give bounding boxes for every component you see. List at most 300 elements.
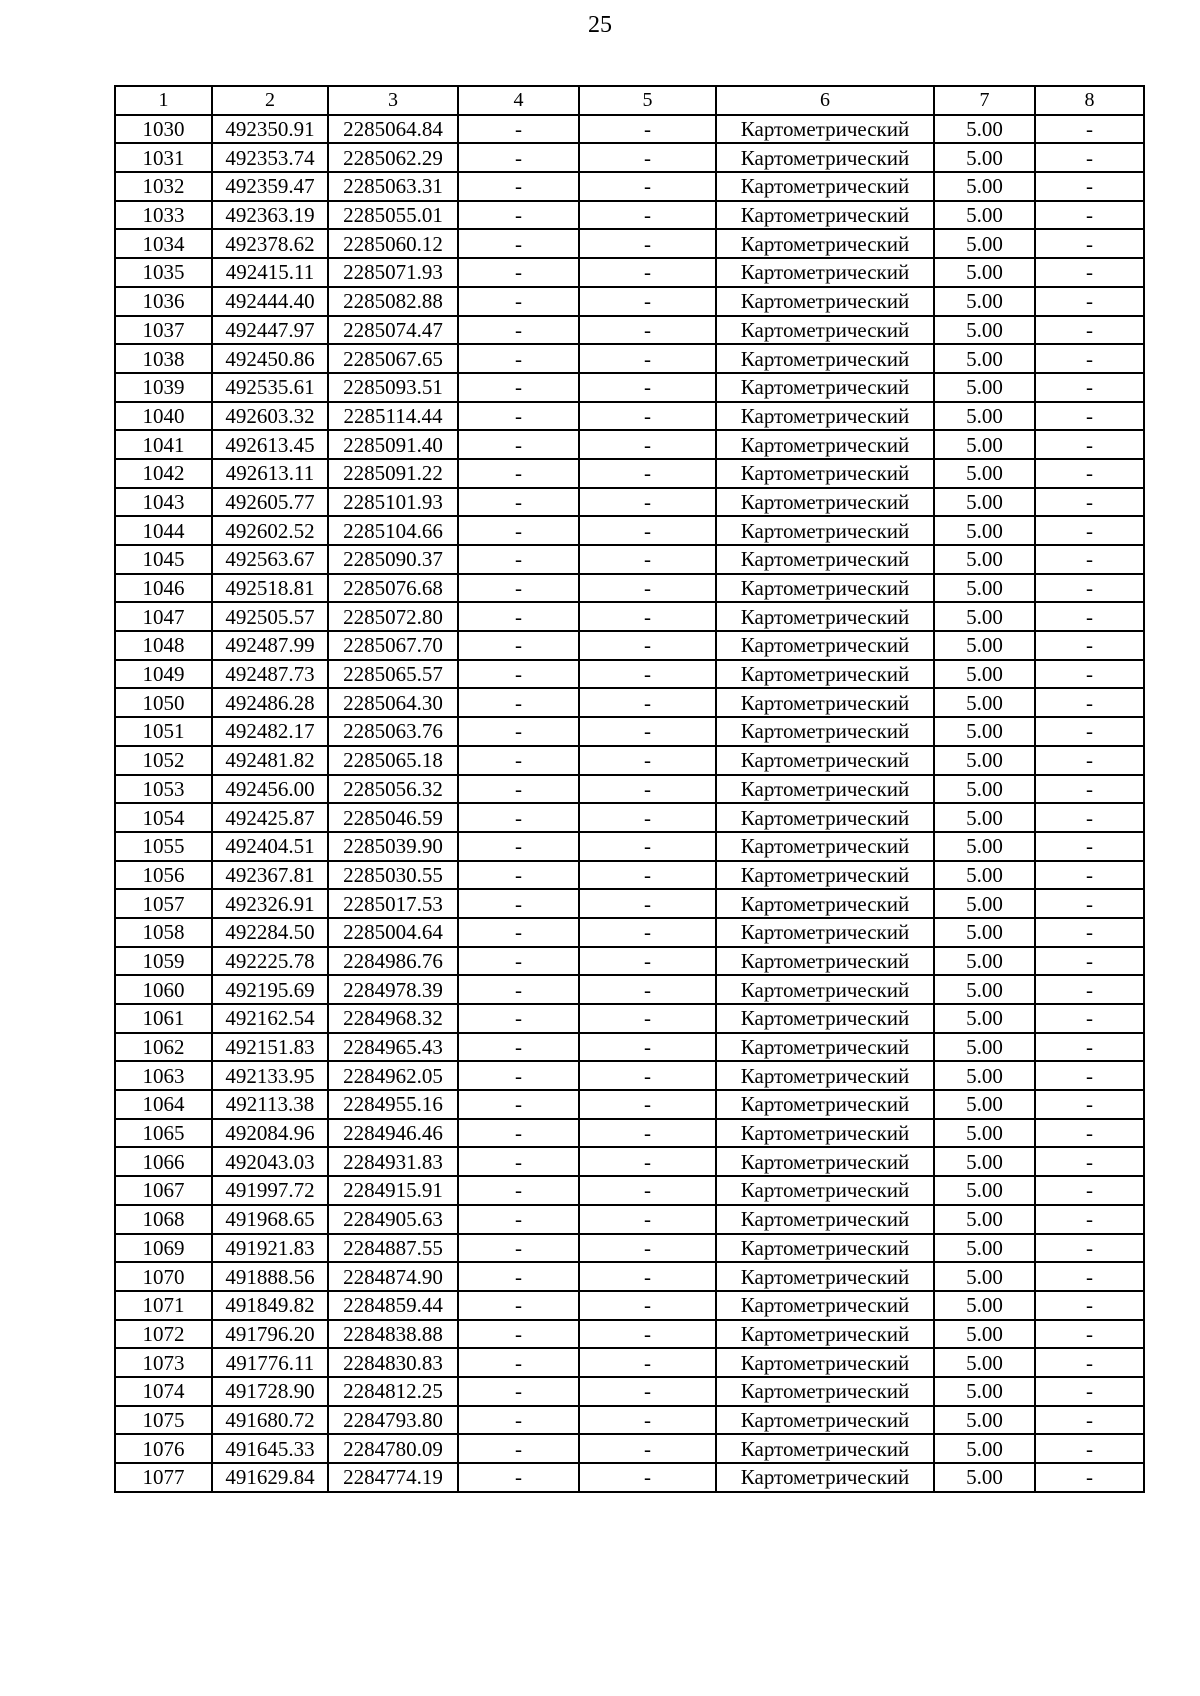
accuracy-cell: 5.00 <box>934 430 1035 459</box>
y-coordinate-cell: 2285072.80 <box>328 602 458 631</box>
table-row <box>115 1234 1144 1263</box>
table-row <box>115 574 1144 603</box>
point-number-cell: 1077 <box>115 1463 212 1492</box>
col-8-value-cell: - <box>1035 1463 1144 1492</box>
y-coordinate-cell: 2285090.37 <box>328 545 458 574</box>
x-coordinate-cell: 491645.33 <box>212 1434 328 1463</box>
method-cell: Картометрический <box>716 775 934 804</box>
col-5-value-cell: - <box>579 832 716 861</box>
method-cell: Картометрический <box>716 143 934 172</box>
y-coordinate-cell: 2284986.76 <box>328 947 458 976</box>
x-coordinate-cell: 492518.81 <box>212 574 328 603</box>
column-header-6: 6 <box>716 86 934 115</box>
y-coordinate-cell: 2285074.47 <box>328 316 458 345</box>
accuracy-cell: 5.00 <box>934 688 1035 717</box>
x-coordinate-cell: 491921.83 <box>212 1234 328 1263</box>
point-number-cell: 1071 <box>115 1291 212 1320</box>
y-coordinate-cell: 2285067.65 <box>328 344 458 373</box>
point-number-cell: 1064 <box>115 1090 212 1119</box>
x-coordinate-cell: 492447.97 <box>212 316 328 345</box>
point-number-cell: 1068 <box>115 1205 212 1234</box>
col-4-value-cell: - <box>458 918 579 947</box>
table-row <box>115 115 1144 144</box>
point-number-cell: 1049 <box>115 660 212 689</box>
col-5-value-cell: - <box>579 775 716 804</box>
table-row <box>115 229 1144 258</box>
col-8-value-cell: - <box>1035 975 1144 1004</box>
col-8-value-cell: - <box>1035 688 1144 717</box>
point-number-cell: 1033 <box>115 201 212 230</box>
x-coordinate-cell: 492353.74 <box>212 143 328 172</box>
col-8-value-cell: - <box>1035 516 1144 545</box>
accuracy-cell: 5.00 <box>934 143 1035 172</box>
col-5-value-cell: - <box>579 1061 716 1090</box>
x-coordinate-cell: 492613.45 <box>212 430 328 459</box>
col-5-value-cell: - <box>579 1320 716 1349</box>
col-5-value-cell: - <box>579 1205 716 1234</box>
point-number-cell: 1046 <box>115 574 212 603</box>
col-4-value-cell: - <box>458 1377 579 1406</box>
x-coordinate-cell: 492367.81 <box>212 861 328 890</box>
col-5-value-cell: - <box>579 574 716 603</box>
method-cell: Картометрический <box>716 1090 934 1119</box>
method-cell: Картометрический <box>716 947 934 976</box>
col-5-value-cell: - <box>579 516 716 545</box>
table-row <box>115 746 1144 775</box>
point-number-cell: 1076 <box>115 1434 212 1463</box>
table-row <box>115 832 1144 861</box>
method-cell: Картометрический <box>716 746 934 775</box>
col-8-value-cell: - <box>1035 143 1144 172</box>
col-8-value-cell: - <box>1035 430 1144 459</box>
col-8-value-cell: - <box>1035 1377 1144 1406</box>
point-number-cell: 1041 <box>115 430 212 459</box>
col-4-value-cell: - <box>458 775 579 804</box>
point-number-cell: 1065 <box>115 1119 212 1148</box>
col-4-value-cell: - <box>458 1176 579 1205</box>
y-coordinate-cell: 2284812.25 <box>328 1377 458 1406</box>
table-row <box>115 172 1144 201</box>
table-row <box>115 803 1144 832</box>
x-coordinate-cell: 491849.82 <box>212 1291 328 1320</box>
x-coordinate-cell: 492043.03 <box>212 1147 328 1176</box>
y-coordinate-cell: 2285062.29 <box>328 143 458 172</box>
x-coordinate-cell: 492487.99 <box>212 631 328 660</box>
col-4-value-cell: - <box>458 344 579 373</box>
x-coordinate-cell: 492113.38 <box>212 1090 328 1119</box>
accuracy-cell: 5.00 <box>934 746 1035 775</box>
column-header-5: 5 <box>579 86 716 115</box>
y-coordinate-cell: 2285076.68 <box>328 574 458 603</box>
point-number-cell: 1036 <box>115 287 212 316</box>
accuracy-cell: 5.00 <box>934 803 1035 832</box>
x-coordinate-cell: 492486.28 <box>212 688 328 717</box>
table-row <box>115 889 1144 918</box>
x-coordinate-cell: 492363.19 <box>212 201 328 230</box>
y-coordinate-cell: 2285114.44 <box>328 402 458 431</box>
x-coordinate-cell: 491968.65 <box>212 1205 328 1234</box>
col-4-value-cell: - <box>458 1463 579 1492</box>
accuracy-cell: 5.00 <box>934 1147 1035 1176</box>
method-cell: Картометрический <box>716 258 934 287</box>
point-number-cell: 1051 <box>115 717 212 746</box>
method-cell: Картометрический <box>716 975 934 1004</box>
point-number-cell: 1035 <box>115 258 212 287</box>
table-row <box>115 918 1144 947</box>
x-coordinate-cell: 492505.57 <box>212 602 328 631</box>
col-5-value-cell: - <box>579 1463 716 1492</box>
col-4-value-cell: - <box>458 975 579 1004</box>
accuracy-cell: 5.00 <box>934 1033 1035 1062</box>
y-coordinate-cell: 2285039.90 <box>328 832 458 861</box>
col-4-value-cell: - <box>458 717 579 746</box>
method-cell: Картометрический <box>716 344 934 373</box>
col-8-value-cell: - <box>1035 574 1144 603</box>
col-8-value-cell: - <box>1035 287 1144 316</box>
col-5-value-cell: - <box>579 803 716 832</box>
x-coordinate-cell: 492162.54 <box>212 1004 328 1033</box>
y-coordinate-cell: 2285055.01 <box>328 201 458 230</box>
col-4-value-cell: - <box>458 660 579 689</box>
method-cell: Картометрический <box>716 1205 934 1234</box>
table-row <box>115 1205 1144 1234</box>
col-5-value-cell: - <box>579 1348 716 1377</box>
accuracy-cell: 5.00 <box>934 918 1035 947</box>
x-coordinate-cell: 492326.91 <box>212 889 328 918</box>
col-4-value-cell: - <box>458 516 579 545</box>
method-cell: Картометрический <box>716 1033 934 1062</box>
accuracy-cell: 5.00 <box>934 1406 1035 1435</box>
accuracy-cell: 5.00 <box>934 1434 1035 1463</box>
method-cell: Картометрический <box>716 229 934 258</box>
table-row <box>115 430 1144 459</box>
y-coordinate-cell: 2285060.12 <box>328 229 458 258</box>
accuracy-cell: 5.00 <box>934 889 1035 918</box>
col-4-value-cell: - <box>458 1147 579 1176</box>
y-coordinate-cell: 2284915.91 <box>328 1176 458 1205</box>
method-cell: Картометрический <box>716 688 934 717</box>
x-coordinate-cell: 492359.47 <box>212 172 328 201</box>
col-8-value-cell: - <box>1035 861 1144 890</box>
y-coordinate-cell: 2284968.32 <box>328 1004 458 1033</box>
col-8-value-cell: - <box>1035 115 1144 144</box>
col-8-value-cell: - <box>1035 459 1144 488</box>
method-cell: Картометрический <box>716 602 934 631</box>
point-number-cell: 1056 <box>115 861 212 890</box>
col-5-value-cell: - <box>579 258 716 287</box>
table-row <box>115 947 1144 976</box>
col-4-value-cell: - <box>458 287 579 316</box>
col-8-value-cell: - <box>1035 717 1144 746</box>
col-5-value-cell: - <box>579 316 716 345</box>
accuracy-cell: 5.00 <box>934 1205 1035 1234</box>
method-cell: Картометрический <box>716 918 934 947</box>
point-number-cell: 1066 <box>115 1147 212 1176</box>
method-cell: Картометрический <box>716 1262 934 1291</box>
point-number-cell: 1034 <box>115 229 212 258</box>
method-cell: Картометрический <box>716 660 934 689</box>
accuracy-cell: 5.00 <box>934 1377 1035 1406</box>
accuracy-cell: 5.00 <box>934 488 1035 517</box>
table-row <box>115 775 1144 804</box>
col-8-value-cell: - <box>1035 1205 1144 1234</box>
col-5-value-cell: - <box>579 660 716 689</box>
point-number-cell: 1031 <box>115 143 212 172</box>
table-row <box>115 1061 1144 1090</box>
col-4-value-cell: - <box>458 947 579 976</box>
col-5-value-cell: - <box>579 1176 716 1205</box>
col-4-value-cell: - <box>458 1406 579 1435</box>
method-cell: Картометрический <box>716 1061 934 1090</box>
x-coordinate-cell: 492563.67 <box>212 545 328 574</box>
col-4-value-cell: - <box>458 430 579 459</box>
y-coordinate-cell: 2284874.90 <box>328 1262 458 1291</box>
col-4-value-cell: - <box>458 201 579 230</box>
table-row <box>115 602 1144 631</box>
col-4-value-cell: - <box>458 172 579 201</box>
col-4-value-cell: - <box>458 1320 579 1349</box>
accuracy-cell: 5.00 <box>934 947 1035 976</box>
accuracy-cell: 5.00 <box>934 1463 1035 1492</box>
y-coordinate-cell: 2285065.57 <box>328 660 458 689</box>
method-cell: Картометрический <box>716 1406 934 1435</box>
method-cell: Картометрический <box>716 545 934 574</box>
col-5-value-cell: - <box>579 344 716 373</box>
col-4-value-cell: - <box>458 1291 579 1320</box>
col-5-value-cell: - <box>579 746 716 775</box>
method-cell: Картометрический <box>716 1176 934 1205</box>
accuracy-cell: 5.00 <box>934 344 1035 373</box>
point-number-cell: 1060 <box>115 975 212 1004</box>
col-5-value-cell: - <box>579 1434 716 1463</box>
y-coordinate-cell: 2284859.44 <box>328 1291 458 1320</box>
point-number-cell: 1037 <box>115 316 212 345</box>
table-row <box>115 344 1144 373</box>
x-coordinate-cell: 492378.62 <box>212 229 328 258</box>
col-4-value-cell: - <box>458 1004 579 1033</box>
col-8-value-cell: - <box>1035 1061 1144 1090</box>
col-4-value-cell: - <box>458 143 579 172</box>
accuracy-cell: 5.00 <box>934 316 1035 345</box>
column-header-7: 7 <box>934 86 1035 115</box>
method-cell: Картометрический <box>716 459 934 488</box>
point-number-cell: 1047 <box>115 602 212 631</box>
point-number-cell: 1062 <box>115 1033 212 1062</box>
col-8-value-cell: - <box>1035 1434 1144 1463</box>
x-coordinate-cell: 492482.17 <box>212 717 328 746</box>
x-coordinate-cell: 492613.11 <box>212 459 328 488</box>
method-cell: Картометрический <box>716 115 934 144</box>
method-cell: Картометрический <box>716 889 934 918</box>
accuracy-cell: 5.00 <box>934 1234 1035 1263</box>
accuracy-cell: 5.00 <box>934 459 1035 488</box>
point-number-cell: 1070 <box>115 1262 212 1291</box>
x-coordinate-cell: 492535.61 <box>212 373 328 402</box>
y-coordinate-cell: 2285064.30 <box>328 688 458 717</box>
col-5-value-cell: - <box>579 1090 716 1119</box>
x-coordinate-cell: 492350.91 <box>212 115 328 144</box>
accuracy-cell: 5.00 <box>934 258 1035 287</box>
column-header-8: 8 <box>1035 86 1144 115</box>
col-8-value-cell: - <box>1035 545 1144 574</box>
y-coordinate-cell: 2284838.88 <box>328 1320 458 1349</box>
y-coordinate-cell: 2285082.88 <box>328 287 458 316</box>
table-row <box>115 1463 1144 1492</box>
col-8-value-cell: - <box>1035 201 1144 230</box>
y-coordinate-cell: 2285046.59 <box>328 803 458 832</box>
table-row <box>115 402 1144 431</box>
coordinates-table <box>114 85 1145 1493</box>
page-number: 25 <box>588 12 612 38</box>
method-cell: Картометрический <box>716 373 934 402</box>
accuracy-cell: 5.00 <box>934 861 1035 890</box>
table-header <box>115 86 1144 115</box>
accuracy-cell: 5.00 <box>934 1061 1035 1090</box>
table-row <box>115 975 1144 1004</box>
col-8-value-cell: - <box>1035 488 1144 517</box>
y-coordinate-cell: 2285030.55 <box>328 861 458 890</box>
y-coordinate-cell: 2285071.93 <box>328 258 458 287</box>
col-4-value-cell: - <box>458 402 579 431</box>
y-coordinate-cell: 2284965.43 <box>328 1033 458 1062</box>
method-cell: Картометрический <box>716 1291 934 1320</box>
col-5-value-cell: - <box>579 947 716 976</box>
table-row <box>115 1090 1144 1119</box>
x-coordinate-cell: 492425.87 <box>212 803 328 832</box>
table-row <box>115 201 1144 230</box>
method-cell: Картометрический <box>716 803 934 832</box>
accuracy-cell: 5.00 <box>934 1291 1035 1320</box>
method-cell: Картометрический <box>716 1234 934 1263</box>
accuracy-cell: 5.00 <box>934 1262 1035 1291</box>
col-5-value-cell: - <box>579 1234 716 1263</box>
col-4-value-cell: - <box>458 746 579 775</box>
col-5-value-cell: - <box>579 143 716 172</box>
col-8-value-cell: - <box>1035 775 1144 804</box>
col-5-value-cell: - <box>579 402 716 431</box>
col-5-value-cell: - <box>579 1406 716 1435</box>
col-8-value-cell: - <box>1035 746 1144 775</box>
col-5-value-cell: - <box>579 717 716 746</box>
col-5-value-cell: - <box>579 1033 716 1062</box>
col-4-value-cell: - <box>458 631 579 660</box>
x-coordinate-cell: 492603.32 <box>212 402 328 431</box>
y-coordinate-cell: 2285067.70 <box>328 631 458 660</box>
y-coordinate-cell: 2284780.09 <box>328 1434 458 1463</box>
col-4-value-cell: - <box>458 1262 579 1291</box>
col-4-value-cell: - <box>458 229 579 258</box>
accuracy-cell: 5.00 <box>934 975 1035 1004</box>
point-number-cell: 1045 <box>115 545 212 574</box>
col-5-value-cell: - <box>579 918 716 947</box>
point-number-cell: 1069 <box>115 1234 212 1263</box>
col-4-value-cell: - <box>458 1234 579 1263</box>
x-coordinate-cell: 491776.11 <box>212 1348 328 1377</box>
x-coordinate-cell: 492084.96 <box>212 1119 328 1148</box>
x-coordinate-cell: 492481.82 <box>212 746 328 775</box>
method-cell: Картометрический <box>716 631 934 660</box>
method-cell: Картометрический <box>716 574 934 603</box>
x-coordinate-cell: 492225.78 <box>212 947 328 976</box>
point-number-cell: 1073 <box>115 1348 212 1377</box>
col-4-value-cell: - <box>458 1033 579 1062</box>
col-5-value-cell: - <box>579 545 716 574</box>
method-cell: Картометрический <box>716 402 934 431</box>
col-8-value-cell: - <box>1035 258 1144 287</box>
point-number-cell: 1030 <box>115 115 212 144</box>
accuracy-cell: 5.00 <box>934 602 1035 631</box>
table-row <box>115 287 1144 316</box>
y-coordinate-cell: 2284978.39 <box>328 975 458 1004</box>
col-4-value-cell: - <box>458 803 579 832</box>
col-4-value-cell: - <box>458 688 579 717</box>
col-5-value-cell: - <box>579 889 716 918</box>
accuracy-cell: 5.00 <box>934 1090 1035 1119</box>
col-8-value-cell: - <box>1035 1090 1144 1119</box>
col-8-value-cell: - <box>1035 918 1144 947</box>
table-row <box>115 1291 1144 1320</box>
y-coordinate-cell: 2284887.55 <box>328 1234 458 1263</box>
point-number-cell: 1061 <box>115 1004 212 1033</box>
col-5-value-cell: - <box>579 373 716 402</box>
x-coordinate-cell: 491629.84 <box>212 1463 328 1492</box>
method-cell: Картометрический <box>716 832 934 861</box>
method-cell: Картометрический <box>716 1119 934 1148</box>
col-4-value-cell: - <box>458 459 579 488</box>
accuracy-cell: 5.00 <box>934 172 1035 201</box>
col-5-value-cell: - <box>579 861 716 890</box>
col-5-value-cell: - <box>579 1119 716 1148</box>
table-row <box>115 545 1144 574</box>
point-number-cell: 1032 <box>115 172 212 201</box>
x-coordinate-cell: 492605.77 <box>212 488 328 517</box>
table-row <box>115 1406 1144 1435</box>
table-row <box>115 1348 1144 1377</box>
table-row <box>115 488 1144 517</box>
accuracy-cell: 5.00 <box>934 574 1035 603</box>
y-coordinate-cell: 2285101.93 <box>328 488 458 517</box>
col-4-value-cell: - <box>458 373 579 402</box>
accuracy-cell: 5.00 <box>934 631 1035 660</box>
table-row <box>115 688 1144 717</box>
point-number-cell: 1052 <box>115 746 212 775</box>
y-coordinate-cell: 2284830.83 <box>328 1348 458 1377</box>
accuracy-cell: 5.00 <box>934 832 1035 861</box>
x-coordinate-cell: 492487.73 <box>212 660 328 689</box>
point-number-cell: 1053 <box>115 775 212 804</box>
table-row <box>115 258 1144 287</box>
table-row <box>115 660 1144 689</box>
x-coordinate-cell: 492151.83 <box>212 1033 328 1062</box>
col-8-value-cell: - <box>1035 1176 1144 1205</box>
x-coordinate-cell: 492284.50 <box>212 918 328 947</box>
col-8-value-cell: - <box>1035 373 1144 402</box>
method-cell: Картометрический <box>716 516 934 545</box>
col-4-value-cell: - <box>458 889 579 918</box>
point-number-cell: 1054 <box>115 803 212 832</box>
y-coordinate-cell: 2285004.64 <box>328 918 458 947</box>
col-8-value-cell: - <box>1035 402 1144 431</box>
col-5-value-cell: - <box>579 631 716 660</box>
x-coordinate-cell: 492195.69 <box>212 975 328 1004</box>
col-4-value-cell: - <box>458 115 579 144</box>
y-coordinate-cell: 2285104.66 <box>328 516 458 545</box>
col-4-value-cell: - <box>458 602 579 631</box>
x-coordinate-cell: 492444.40 <box>212 287 328 316</box>
col-8-value-cell: - <box>1035 229 1144 258</box>
col-5-value-cell: - <box>579 1004 716 1033</box>
point-number-cell: 1063 <box>115 1061 212 1090</box>
